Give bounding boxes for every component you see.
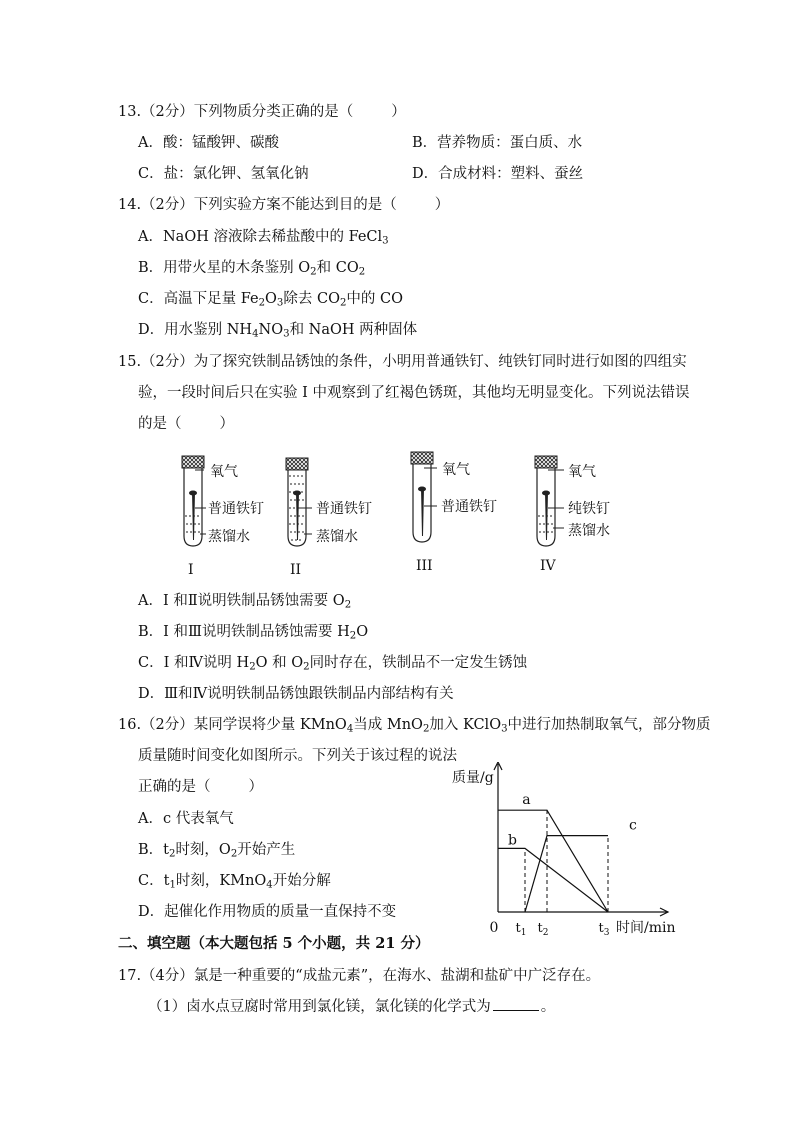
answer-blank[interactable] bbox=[493, 998, 539, 1011]
tube-4-label-oxygen: 氧气 bbox=[568, 464, 596, 480]
q14-stem: 14.（2分）下列实验方案不能达到目的是（ ） bbox=[118, 197, 450, 213]
rusting-experiment-figure bbox=[160, 448, 630, 580]
test-tube-1 bbox=[182, 456, 264, 578]
x-tick-sub-3: 3 bbox=[603, 928, 610, 938]
q15-stem-line1: 15.（2分）为了探究铁制品锈蚀的条件，小明用普通铁钉、纯铁钉同时进行如图的四组实 bbox=[118, 354, 687, 370]
chart-text bbox=[452, 770, 676, 938]
x-tick-label-1: $t_1$ bbox=[515, 921, 527, 938]
x-tick-sub-1: 1 bbox=[520, 928, 527, 938]
x-tick-label-2: $t_2$ bbox=[537, 921, 549, 938]
tube-4-roman: IV bbox=[540, 558, 556, 574]
q13-option-c: C．盐：氯化钾、氢氧化钠 bbox=[138, 166, 309, 182]
q16-stem-line3: 正确的是（ ） bbox=[138, 779, 263, 795]
chart-guides bbox=[525, 810, 608, 912]
tube-3-label-nail: 普通铁钉 bbox=[441, 499, 497, 515]
q13-stem: 13.（2分）下列物质分类正确的是（ ） bbox=[118, 104, 406, 120]
q16-stem-line2: 质量随时间变化如图所示。下列关于该过程的说法 bbox=[138, 748, 457, 764]
tube-4-label-water: 蒸馏水 bbox=[568, 523, 610, 539]
x-axis-label: 时间/min bbox=[616, 920, 676, 936]
origin-label: 0 bbox=[489, 920, 499, 936]
q15-stem-line3: 的是（ ） bbox=[138, 416, 234, 432]
series-a-line bbox=[498, 810, 608, 912]
test-tube-4 bbox=[535, 456, 610, 574]
q17-sub1: （1）卤水点豆腐时常用到氯化镁，氯化镁的化学式为 。 bbox=[148, 999, 556, 1015]
q15-stem-line2: 验，一段时间后只在实验 I 中观察到了红褐色锈斑，其他均无明显变化。下列说法错误 bbox=[138, 385, 690, 401]
tube-3-roman: III bbox=[416, 558, 433, 574]
chart-series bbox=[498, 810, 608, 912]
q15-option-a: A．I 和Ⅱ说明铁制品锈蚀需要 $O_2$ bbox=[138, 593, 352, 611]
q15-option-d: D．Ⅲ和Ⅳ说明铁制品锈蚀跟铁制品内部结构有关 bbox=[138, 686, 454, 702]
tube-2-roman: II bbox=[290, 562, 302, 578]
series-c-label: c bbox=[629, 817, 637, 834]
q14-option-d: D．用水鉴别 $NH_4NO_3$和 NaOH 两种固体 bbox=[138, 322, 418, 340]
test-tube-2 bbox=[286, 458, 372, 578]
tube-1-label-oxygen: 氧气 bbox=[210, 464, 238, 480]
series-b-line bbox=[498, 848, 608, 912]
series-b-label: b bbox=[508, 832, 517, 849]
tube-2-label-water: 蒸馏水 bbox=[316, 529, 358, 545]
q16-option-a: A．c 代表氧气 bbox=[138, 811, 234, 827]
x-tick-sub-2: 2 bbox=[542, 928, 549, 938]
q17-stem: 17.（4分）氯是一种重要的“成盐元素”，在海水、盐湖和盐矿中广泛存在。 bbox=[118, 968, 601, 984]
q15-option-b: B．I 和Ⅲ说明铁制品锈蚀需要 $H_2O$ bbox=[138, 624, 369, 642]
series-c-line bbox=[525, 836, 608, 912]
q14-option-a: A．NaOH 溶液除去稀盐酸中的 FeCl$_3$ bbox=[138, 229, 389, 247]
tube-2-label-nail: 普通铁钉 bbox=[316, 501, 372, 517]
q16-stem-line1: 16.（2分）某同学误将少量 KMnO$_4$当成 MnO$_2$加入 KClO$_3$中进行加热制取氧气，部分物质 bbox=[118, 717, 711, 735]
tube-1-label-water: 蒸馏水 bbox=[208, 529, 250, 545]
q16-option-c: C．$t_1$时刻，KMnO$_4$开始分解 bbox=[138, 873, 331, 891]
tube-1-roman: I bbox=[188, 562, 194, 578]
series-a-label: a bbox=[522, 792, 531, 809]
x-tick-label-3: $t_3$ bbox=[598, 921, 610, 938]
test-tube-3 bbox=[411, 452, 497, 574]
chart-axes bbox=[494, 762, 668, 916]
section-2-title: 二、填空题（本大题包括 5 个小题，共 21 分） bbox=[118, 935, 430, 952]
q14-option-c: C．高温下足量 $Fe_2O_3$除去 $CO_2$中的 CO bbox=[138, 291, 404, 309]
tube-1-label-nail: 普通铁钉 bbox=[208, 501, 264, 517]
q15-option-c: C．I 和Ⅳ说明 $H_2O$ 和 $O_2$同时存在，铁制品不一定发生锈蚀 bbox=[138, 655, 528, 673]
y-axis-label: 质量/g bbox=[452, 770, 494, 786]
tube-4-label-nail: 纯铁钉 bbox=[568, 501, 610, 517]
q13-option-b: B．营养物质：蛋白质、水 bbox=[412, 135, 583, 151]
q14-option-b: B．用带火星的木条鉴别 $O_2$和 $CO_2$ bbox=[138, 260, 366, 278]
q16-option-b: B．$t_2$时刻，$O_2$开始产生 bbox=[138, 842, 296, 860]
q16-option-d: D．起催化作用物质的质量一直保持不变 bbox=[138, 904, 397, 920]
tube-3-label-oxygen: 氧气 bbox=[442, 462, 470, 478]
q13-option-a: A．酸：锰酸钾、碳酸 bbox=[138, 135, 279, 151]
mass-time-chart bbox=[446, 762, 676, 938]
q13-option-d: D．合成材料：塑料、蚕丝 bbox=[412, 166, 584, 182]
